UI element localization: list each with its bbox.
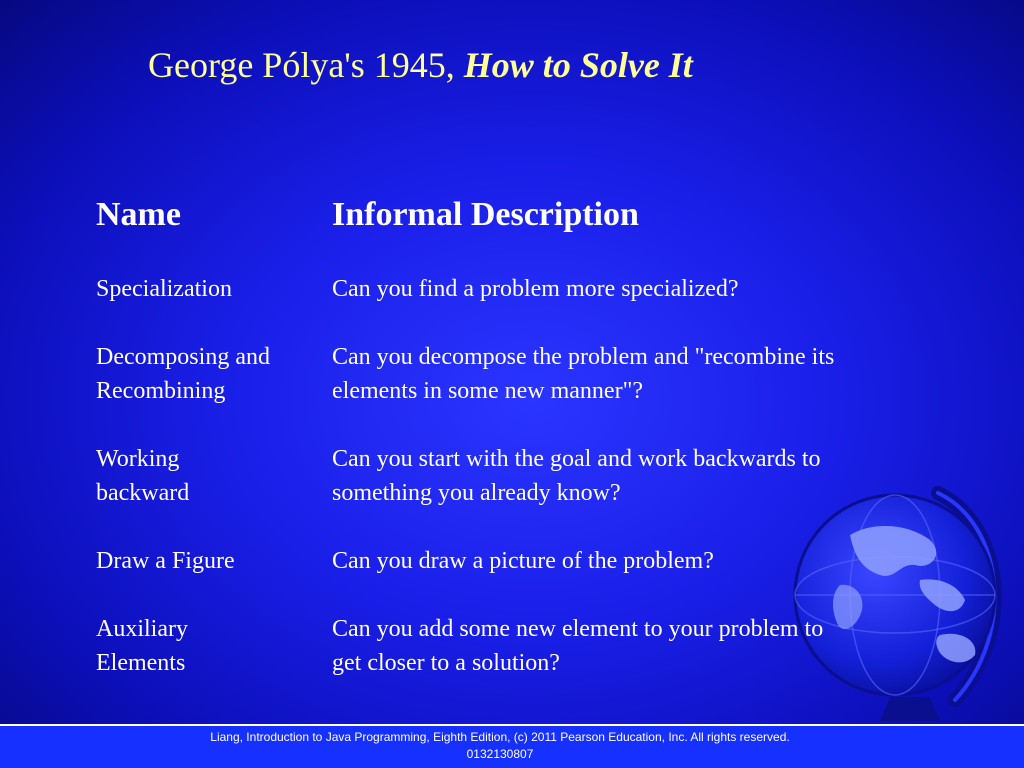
table-row [96, 272, 976, 306]
heuristic-description: Can you decompose the problem and "recombine its elements in some new manner"? [332, 344, 835, 404]
table-row [96, 442, 976, 510]
title-prefix: George Pólya's 1945, [148, 45, 464, 85]
table-row [96, 340, 976, 408]
heuristic-description: Can you find a problem more specialized? [332, 276, 739, 302]
column-header-name: Name [96, 196, 181, 233]
heuristic-name: Working backward [96, 446, 190, 506]
heuristic-name: Draw a Figure [96, 548, 235, 574]
heuristic-name: Specialization [96, 276, 232, 302]
table-row [96, 612, 976, 680]
column-header-description: Informal Description [332, 196, 639, 233]
heuristic-name: Auxiliary Elements [96, 616, 188, 676]
heuristic-description: Can you add some new element to your problem to get closer to a solution? [332, 616, 824, 676]
heuristic-description: Can you draw a picture of the problem? [332, 548, 714, 574]
heuristic-name: Decomposing and Recombining [96, 344, 270, 404]
footer-bar [0, 724, 1024, 768]
copyright-footer: Liang, Introduction to Java Programming, Eighth Edition, (c) 2011 Pearson Education, Inc. All rights reserved. 0132130807 [210, 730, 790, 761]
title-emphasis: How to Solve It [463, 45, 693, 85]
heuristic-description: Can you start with the goal and work backwards to something you already know? [332, 446, 821, 506]
table-row [96, 544, 976, 578]
heuristics-table [96, 272, 976, 714]
slide-title [148, 44, 693, 86]
